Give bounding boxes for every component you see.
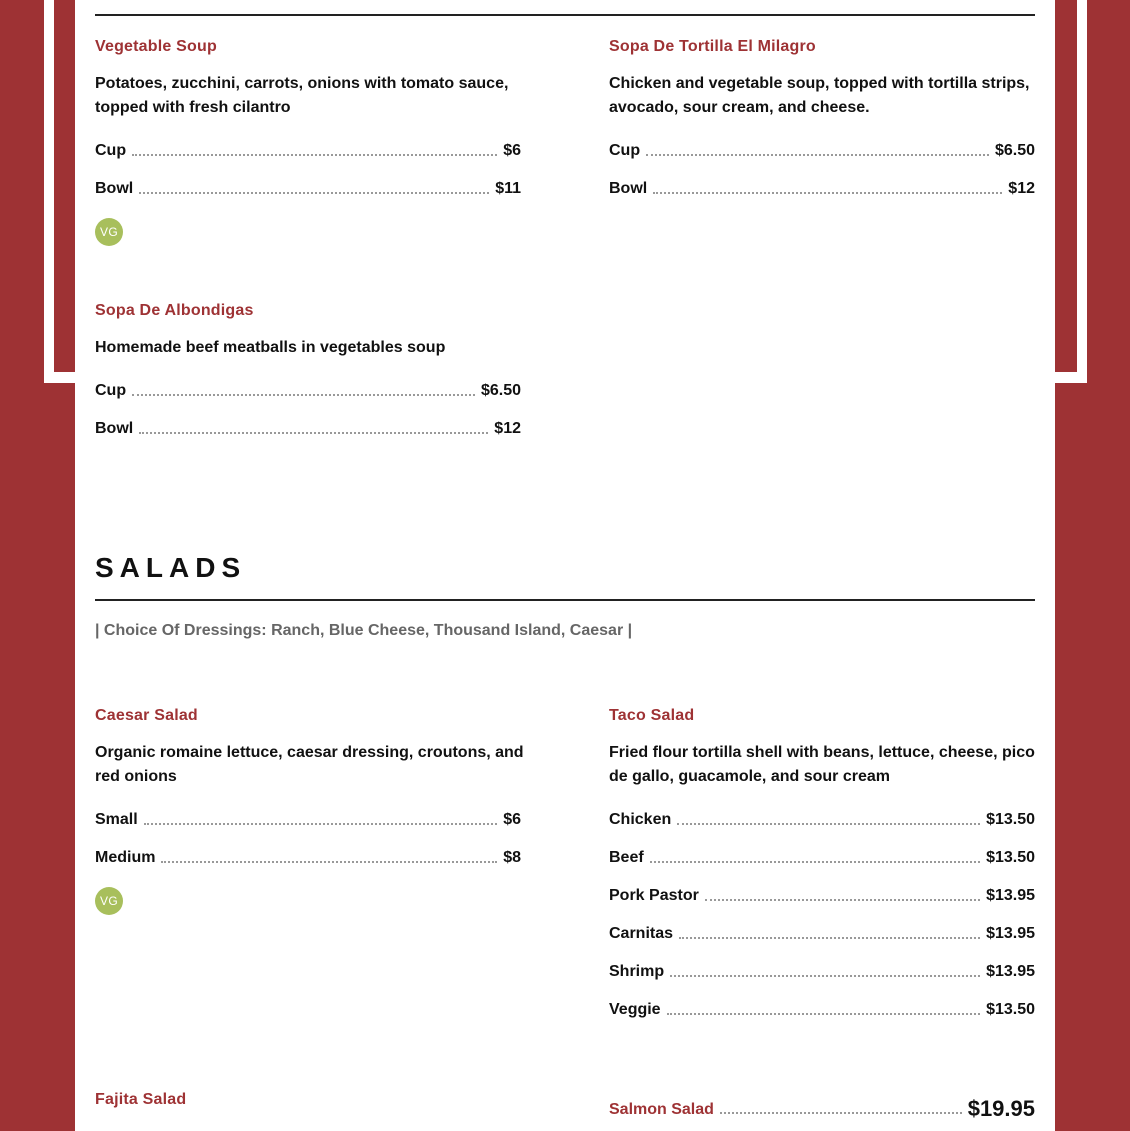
item-desc-caesar-salad: Organic romaine lettuce, caesar dressing, croutons, and red onions bbox=[95, 744, 524, 785]
price-row-taco-carnitas bbox=[609, 921, 1035, 943]
price-value: $13.50 bbox=[986, 1001, 1035, 1018]
price-row-vegetable-cup bbox=[95, 138, 521, 160]
price-label: Shrimp bbox=[609, 963, 665, 980]
item-desc-sopa-de-tortilla: Chicken and vegetable soup, topped with tortilla strips, avocado, sour cream, and cheese. bbox=[609, 75, 1030, 116]
vegetarian-badge-icon: VG bbox=[95, 218, 123, 246]
price-value: $6 bbox=[503, 811, 521, 828]
price-label: Pork Pastor bbox=[609, 887, 699, 904]
price-value: $13.95 bbox=[986, 887, 1035, 904]
price-value: $6 bbox=[503, 142, 521, 159]
dot-leader bbox=[161, 861, 497, 863]
price-row-albondigas-bowl bbox=[95, 416, 521, 438]
dot-leader bbox=[132, 394, 475, 396]
price-row-taco-veggie bbox=[609, 997, 1035, 1019]
price-value: $13.50 bbox=[986, 849, 1035, 866]
price-row-taco-beef bbox=[609, 845, 1035, 867]
dot-leader bbox=[646, 154, 989, 156]
dot-leader bbox=[653, 192, 1002, 194]
vegetarian-badge-icon: VG bbox=[95, 887, 123, 915]
price-label: Beef bbox=[609, 849, 644, 866]
price-value: $12 bbox=[1008, 180, 1035, 197]
price-value: $19.95 bbox=[967, 1096, 1035, 1121]
price-label: Bowl bbox=[95, 180, 134, 197]
price-row-taco-chicken bbox=[609, 807, 1035, 829]
price-row-vegetable-bowl bbox=[95, 176, 521, 198]
dot-leader bbox=[650, 861, 980, 863]
price-row-tortilla-bowl bbox=[609, 176, 1035, 198]
item-desc-vegetable-soup: Potatoes, zucchini, carrots, onions with tomato sauce, topped with fresh cilantro bbox=[95, 75, 509, 116]
dot-leader bbox=[670, 975, 980, 977]
dot-leader bbox=[132, 154, 497, 156]
dot-leader bbox=[139, 192, 489, 194]
price-value: $8 bbox=[503, 849, 521, 866]
dot-leader bbox=[679, 937, 980, 939]
price-row-taco-shrimp bbox=[609, 959, 1035, 981]
salads-divider bbox=[95, 599, 1035, 601]
dressings-note: | Choice Of Dressings: Ranch, Blue Cheese, Thousand Island, Caesar | bbox=[95, 622, 633, 639]
dot-leader bbox=[139, 432, 488, 434]
price-value: $12 bbox=[494, 420, 521, 437]
item-title-sopa-de-albondigas: Sopa De Albondigas bbox=[95, 302, 254, 319]
price-value: $6.50 bbox=[994, 142, 1035, 159]
price-label: Small bbox=[95, 811, 138, 828]
price-label: Veggie bbox=[609, 1001, 661, 1018]
price-value: $6.50 bbox=[480, 382, 521, 399]
price-label: Cup bbox=[95, 382, 127, 399]
item-title-fajita-salad: Fajita Salad bbox=[95, 1091, 187, 1108]
item-title-vegetable-soup: Vegetable Soup bbox=[95, 38, 217, 55]
item-desc-sopa-de-albondigas: Homemade beef meatballs in vegetables soup bbox=[95, 339, 446, 356]
price-row-salmon-salad bbox=[609, 1094, 1035, 1122]
price-value: $13.95 bbox=[986, 925, 1035, 942]
item-desc-taco-salad: Fried flour tortilla shell with beans, lettuce, cheese, pico de gallo, guacamole, and sour cream bbox=[609, 744, 1035, 785]
price-row-tortilla-cup bbox=[609, 138, 1035, 160]
dot-leader bbox=[705, 899, 980, 901]
price-row-taco-pork-pastor bbox=[609, 883, 1035, 905]
dot-leader bbox=[144, 823, 498, 825]
price-row-albondigas-cup bbox=[95, 378, 521, 400]
price-label: Cup bbox=[95, 142, 127, 159]
price-row-caesar-small bbox=[95, 807, 521, 829]
price-label: Carnitas bbox=[609, 925, 674, 942]
price-label: Bowl bbox=[95, 420, 134, 437]
price-label: Cup bbox=[609, 142, 641, 159]
price-label: Medium bbox=[95, 849, 156, 866]
price-value: $13.50 bbox=[986, 811, 1035, 828]
price-value: $11 bbox=[495, 180, 521, 197]
section-title-salads: SALADS bbox=[95, 552, 247, 583]
item-title-sopa-de-tortilla: Sopa De Tortilla El Milagro bbox=[609, 38, 816, 55]
soups-divider bbox=[95, 14, 1035, 16]
item-title-salmon-salad: Salmon Salad bbox=[609, 1101, 714, 1118]
dot-leader bbox=[677, 823, 980, 825]
price-row-caesar-medium bbox=[95, 845, 521, 867]
price-label: Chicken bbox=[609, 811, 672, 828]
dot-leader bbox=[667, 1013, 980, 1015]
item-title-taco-salad: Taco Salad bbox=[609, 707, 695, 724]
dot-leader bbox=[720, 1112, 962, 1114]
price-label: Bowl bbox=[609, 180, 648, 197]
price-value: $13.95 bbox=[986, 963, 1035, 980]
item-title-caesar-salad: Caesar Salad bbox=[95, 707, 198, 724]
